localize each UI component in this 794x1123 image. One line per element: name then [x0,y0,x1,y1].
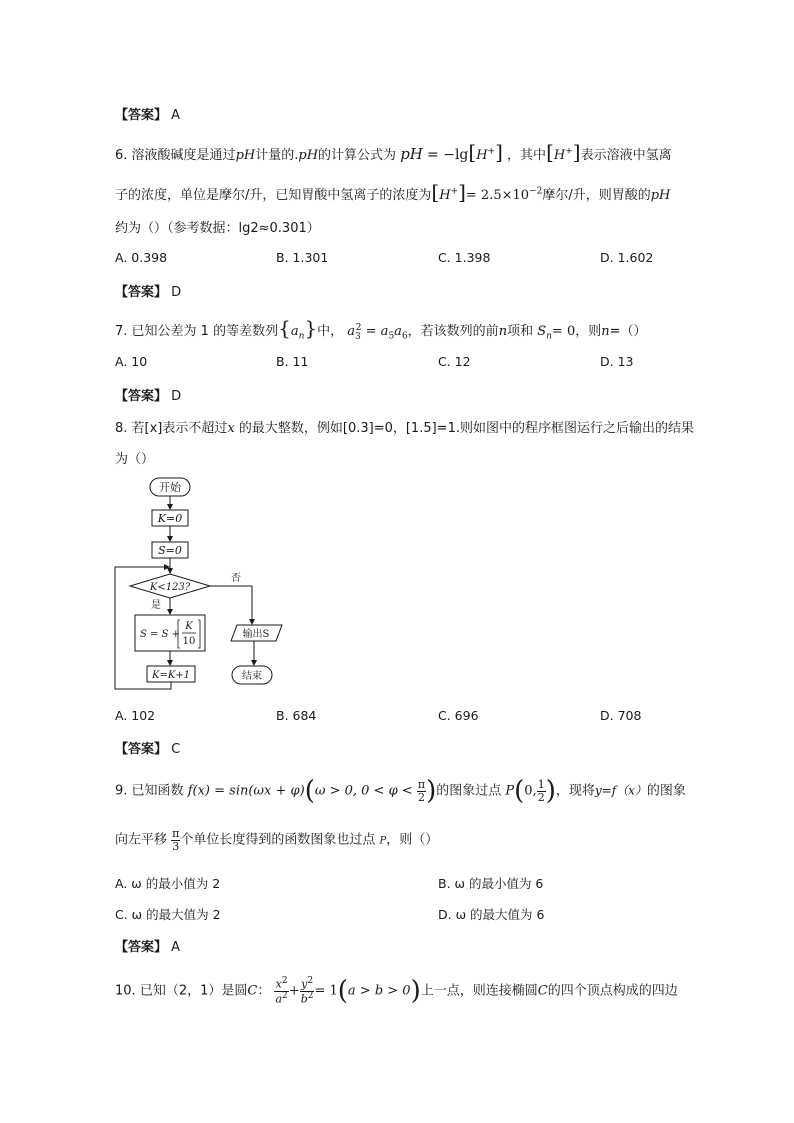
fraction-numerator: π [172,827,180,840]
question-number: 10. [115,983,136,999]
q7-text: 已知公差为 1 的等差数列 [131,324,279,339]
option-a: A. 10 [115,354,148,369]
q6-line3: 约为（）（参考数据：lg2≈0.301） [115,221,320,236]
fraction-denominator: 3 [172,839,180,853]
option-b: B. 684 [276,708,317,723]
b-symbol: b [300,992,308,1006]
yes-label: 是 [151,600,161,611]
formula-rhs: = −lg [427,147,469,163]
ph-symbol: pH [298,148,319,163]
pi-over-3 [171,828,180,852]
concentration-exponent: −2 [529,186,543,197]
a-symbol: a [275,992,283,1006]
function-condition: ω > 0, 0 < φ < [314,783,413,799]
q7-text: ，若该数列的前 [407,324,499,339]
point-symbol: P [505,783,515,799]
option-d: D. 708 [600,708,642,723]
end-label: 结束 [242,671,262,682]
one-half [537,779,546,803]
ellipse-condition: a > b > 0 [347,983,411,999]
q9-answer [115,936,180,955]
option-b: B. 11 [276,354,309,369]
q9-line2 [115,828,438,852]
q10-text: ： [257,983,271,999]
option-c: C. 1.398 [438,250,491,265]
point-coordinates: 0, [524,783,537,799]
question-number: 8. [115,421,128,436]
update-denominator: 10 [182,636,196,647]
q9-text: ，则（） [386,832,439,848]
option-a: A. 0.398 [115,250,168,265]
q7-text: 项和 [507,324,534,339]
q9-text: 的图象过点 [436,783,502,799]
q6-text: 计量的. [255,148,299,163]
increment-label: K=K+1 [151,670,191,681]
question-number: 7. [115,324,128,339]
q6-text: 子的浓度，单位是摩尔/升，已知胃酸中氢离子的浓度为 [115,188,432,203]
no-label: 否 [231,573,241,584]
sequence-sub: n [298,331,305,342]
q7-answer [115,385,181,404]
q6-line1: 6. 溶液酸碱度是通过pH计量的.pH的计算公式为 pH = −lg[H+] ，其中[H+]表示溶液中氢离 [115,140,672,164]
option-d: D. 13 [600,354,634,369]
q9-text: 已知函数 [131,783,184,799]
condition-label: K<123? [149,582,191,593]
q9-text: 向左平移 [115,832,168,848]
init-k-label: K=0 [157,512,183,525]
q6-answer [115,281,181,300]
q7-text: 中， [317,324,344,339]
update-lhs-label: S = S + [140,629,180,640]
question-number: 6. [115,148,128,163]
fraction-numerator: 1 [537,777,545,791]
answer-value: A [171,108,181,123]
q6-text: 的计算公式为 [318,148,397,163]
q7-text: =（） [609,324,647,339]
q10-text: 上一点，则连接椭圆 [420,983,538,999]
option-c: C. ω 的最大值为 2 [115,907,221,922]
sequence-symbol: a [290,324,299,339]
answer-tag: 【答案】 [115,940,168,955]
n-symbol: n [498,324,508,339]
q6-text: 溶液酸碱度是通过 [131,148,236,163]
ph-symbol: pH [650,188,671,203]
point-symbol: P [379,835,387,847]
function-name: y=f（x） [594,783,647,798]
q5-answer [115,104,180,123]
curve-symbol: C [247,983,258,999]
function-expression: f(x) = sin(ωx + φ) [187,783,305,799]
q6-text: ，其中 [507,148,547,163]
no-branch-arrow [210,586,252,624]
q7-text: ，则 [575,324,602,339]
y-symbol: y [301,977,308,991]
q10-text: 已知（2，1）是圆 [139,983,248,999]
ph-symbol: pH [235,148,256,163]
hydrogen-ion: H [553,148,566,163]
pi-over-2 [417,779,426,803]
answer-tag: 【答案】 [115,742,168,757]
formula-lhs: pH [400,145,423,163]
fraction-denominator: 2 [537,790,545,804]
fraction-denominator: 2 [417,790,425,804]
answer-value: D [171,285,182,300]
option-c: C. 12 [438,354,471,369]
option-a: A. 102 [115,708,156,723]
update-numerator: K [185,621,193,632]
q6-text: 表示溶液中氢离 [580,148,672,163]
start-label: 开始 [159,481,181,494]
answer-tag: 【答案】 [115,285,168,300]
q9-line1: 9. 已知函数 f(x) = sin(ωx + φ)(ω > 0, 0 < φ < $\frac{\pi}{2}$ )的图象过点 P(0, $\frac{1}{2}$ )，现将y=f（x）的图象 [115,776,686,806]
n-symbol: n [601,324,610,339]
x2-over-a2: $\frac{x^2}{a^2}$ [275,976,288,1006]
option-a: A. ω 的最小值为 2 [115,876,221,891]
q10-text: 的四个顶点构成的四边 [547,983,678,999]
ellipse-equation: = 1 [314,983,338,999]
q10-line1: 10. 已知（2，1）是圆C： $\frac{x^2}{a^2}$ + $\frac{y^2}{b^2}$ = 1(a > b > 0)上一点，则连接椭圆C的四个顶点构成的四边 [115,976,678,1006]
hydrogen-ion: H [439,188,451,203]
option-b: B. ω 的最小值为 6 [438,876,544,891]
x-symbol: x [227,421,235,436]
x-symbol: x [275,977,282,991]
curve-symbol: C [537,983,548,999]
hydrogen-ion: H [476,148,488,163]
q8-answer [115,738,180,757]
q9-text: 的图象 [646,783,686,799]
option-d: D. ω 的最大值为 6 [438,907,545,922]
option-b: B. 1.301 [276,250,329,265]
y2-over-b2: $\frac{y^2}{b^2}$ [300,976,314,1006]
option-d: D. 1.602 [600,250,654,265]
q8-line2: 为（） [115,452,155,467]
concentration: = 2.5×10 [465,188,530,203]
answer-value: C [171,742,181,757]
output-label: 输出S [242,629,270,640]
q7-line1: 7. 已知公差为 1 的等差数列$\{a_n\}$中， $a_3^2 = a_5a_6$，若该数列的前n项和 $S_n= 0$，则n=（） [115,316,647,342]
option-c: C. 696 [438,708,479,723]
q8-text: 若[x]表示不超过 [131,421,228,436]
question-number: 9. [115,783,128,799]
answer-tag: 【答案】 [115,108,168,123]
q9-text: ，现将 [555,783,595,799]
answer-value: A [171,940,181,955]
q8-text: 的最大整数，例如[0.3]=0，[1.5]=1.则如图中的程序框图运行之后输出的结果 [238,421,694,436]
sum-symbol: S [537,324,547,339]
answer-tag: 【答案】 [115,389,168,404]
sum-equation: = 0 [551,324,576,339]
program-flowchart [105,474,295,694]
fraction-numerator: π [417,777,426,791]
q6-line2: 子的浓度，单位是摩尔/升，已知胃酸中氢离子的浓度为$[H^+]= 2.5\times 10^{-2}$摩尔/升，则胃酸的pH [115,180,671,204]
q9-text: 个单位长度得到的函数图象也过点 [180,832,376,848]
q8-line1 [115,417,694,436]
q7-equation: = a [365,324,389,339]
init-s-label: S=0 [158,544,182,557]
q6-text: 摩尔/升，则胃酸的 [542,188,651,203]
answer-value: D [171,389,182,404]
